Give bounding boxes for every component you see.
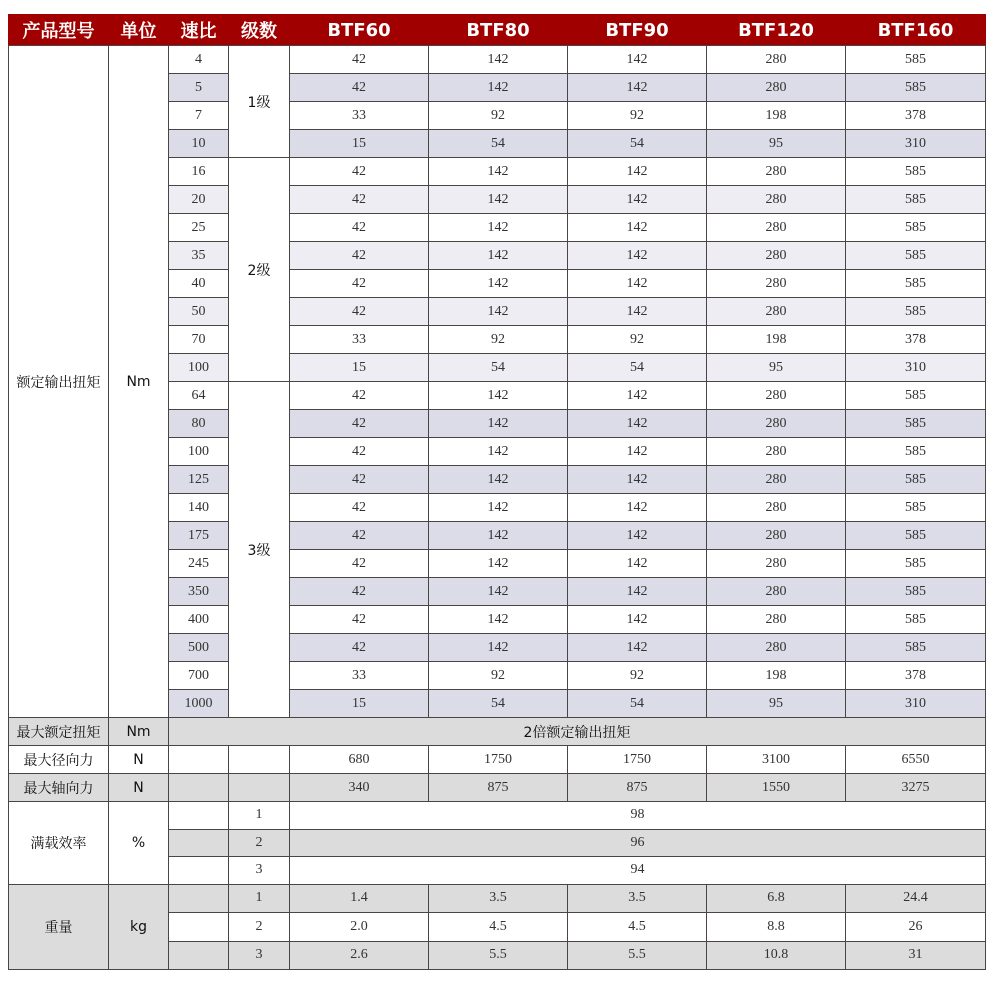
- torque-value: 15: [290, 690, 429, 718]
- torque-value: 42: [290, 242, 429, 270]
- torque-value: 142: [429, 158, 568, 186]
- torque-value: 142: [429, 242, 568, 270]
- torque-value: 92: [568, 102, 707, 130]
- torque-value: 310: [846, 690, 986, 718]
- empty-cell: [169, 857, 229, 885]
- ratio-cell: 25: [169, 214, 229, 242]
- torque-value: 280: [707, 606, 846, 634]
- torque-value: 42: [290, 46, 429, 74]
- weight-value: 2.6: [290, 941, 429, 970]
- torque-value: 142: [568, 578, 707, 606]
- torque-value: 280: [707, 438, 846, 466]
- ratio-cell: 50: [169, 298, 229, 326]
- row-label-max-torque: 最大额定扭矩: [9, 718, 109, 746]
- table-row: [9, 746, 986, 774]
- ratio-cell: 500: [169, 634, 229, 662]
- empty-cell: [169, 774, 229, 802]
- torque-value: 42: [290, 578, 429, 606]
- torque-value: 585: [846, 438, 986, 466]
- force-value: 6550: [846, 746, 986, 774]
- torque-value: 54: [568, 130, 707, 158]
- column-header: BTF120: [707, 15, 846, 46]
- torque-value: 585: [846, 270, 986, 298]
- force-value: 3275: [846, 774, 986, 802]
- ratio-cell: 64: [169, 382, 229, 410]
- torque-value: 280: [707, 410, 846, 438]
- torque-value: 585: [846, 214, 986, 242]
- torque-value: 33: [290, 662, 429, 690]
- column-header: 速比: [169, 15, 229, 46]
- torque-value: 15: [290, 354, 429, 382]
- torque-value: 142: [429, 214, 568, 242]
- torque-value: 142: [429, 382, 568, 410]
- ratio-cell: 10: [169, 130, 229, 158]
- force-value: 875: [568, 774, 707, 802]
- column-header: 级数: [229, 15, 290, 46]
- table-row: [9, 802, 986, 830]
- torque-value: 142: [568, 46, 707, 74]
- weight-value: 5.5: [568, 941, 707, 970]
- unit-cell: N: [109, 746, 169, 774]
- table-row: [9, 774, 986, 802]
- torque-value: 92: [568, 662, 707, 690]
- torque-value: 585: [846, 382, 986, 410]
- torque-value: 54: [429, 130, 568, 158]
- torque-value: 310: [846, 130, 986, 158]
- torque-value: 95: [707, 690, 846, 718]
- empty-cell: [169, 829, 229, 857]
- empty-cell: [169, 746, 229, 774]
- ratio-cell: 400: [169, 606, 229, 634]
- torque-value: 198: [707, 102, 846, 130]
- torque-value: 142: [429, 298, 568, 326]
- ratio-cell: 1000: [169, 690, 229, 718]
- empty-cell: [229, 774, 290, 802]
- torque-value: 42: [290, 298, 429, 326]
- torque-value: 280: [707, 494, 846, 522]
- ratio-cell: 5: [169, 74, 229, 102]
- torque-value: 585: [846, 606, 986, 634]
- spec-table: [8, 14, 986, 970]
- torque-value: 142: [429, 270, 568, 298]
- ratio-cell: 35: [169, 242, 229, 270]
- force-value: 1750: [429, 746, 568, 774]
- torque-value: 54: [568, 690, 707, 718]
- column-header: BTF80: [429, 15, 568, 46]
- torque-value: 42: [290, 550, 429, 578]
- ratio-cell: 100: [169, 354, 229, 382]
- table-row: [9, 884, 986, 913]
- torque-value: 33: [290, 326, 429, 354]
- torque-value: 42: [290, 466, 429, 494]
- weight-value: 5.5: [429, 941, 568, 970]
- torque-value: 280: [707, 214, 846, 242]
- torque-value: 142: [429, 74, 568, 102]
- torque-value: 142: [429, 522, 568, 550]
- torque-value: 142: [429, 186, 568, 214]
- torque-value: 42: [290, 186, 429, 214]
- stage-label: 3级: [229, 382, 290, 718]
- weight-value: 8.8: [707, 913, 846, 942]
- torque-value: 585: [846, 466, 986, 494]
- efficiency-value: 96: [290, 829, 986, 857]
- torque-value: 280: [707, 522, 846, 550]
- torque-value: 42: [290, 494, 429, 522]
- empty-cell: [169, 884, 229, 913]
- torque-value: 142: [568, 298, 707, 326]
- empty-cell: [169, 913, 229, 942]
- torque-value: 142: [429, 578, 568, 606]
- torque-value: 585: [846, 74, 986, 102]
- torque-value: 42: [290, 214, 429, 242]
- weight-value: 4.5: [429, 913, 568, 942]
- torque-value: 142: [568, 74, 707, 102]
- row-label-rated-torque: 额定输出扭矩: [9, 46, 109, 718]
- stage-cell: 2: [229, 913, 290, 942]
- torque-value: 280: [707, 382, 846, 410]
- ratio-cell: 175: [169, 522, 229, 550]
- stage-cell: 1: [229, 884, 290, 913]
- torque-value: 280: [707, 634, 846, 662]
- force-value: 340: [290, 774, 429, 802]
- torque-value: 142: [429, 494, 568, 522]
- torque-value: 42: [290, 606, 429, 634]
- torque-value: 142: [568, 242, 707, 270]
- torque-value: 142: [568, 634, 707, 662]
- weight-value: 6.8: [707, 884, 846, 913]
- weight-value: 24.4: [846, 884, 986, 913]
- torque-value: 42: [290, 522, 429, 550]
- torque-value: 280: [707, 158, 846, 186]
- torque-value: 378: [846, 662, 986, 690]
- ratio-cell: 80: [169, 410, 229, 438]
- ratio-cell: 40: [169, 270, 229, 298]
- table-row: [9, 718, 986, 746]
- torque-value: 280: [707, 74, 846, 102]
- torque-value: 585: [846, 298, 986, 326]
- stage-label: 1级: [229, 46, 290, 158]
- ratio-cell: 125: [169, 466, 229, 494]
- torque-value: 585: [846, 46, 986, 74]
- weight-value: 1.4: [290, 884, 429, 913]
- efficiency-value: 98: [290, 802, 986, 830]
- ratio-cell: 350: [169, 578, 229, 606]
- torque-value: 585: [846, 186, 986, 214]
- torque-value: 585: [846, 634, 986, 662]
- torque-value: 142: [568, 214, 707, 242]
- torque-value: 280: [707, 466, 846, 494]
- torque-value: 142: [429, 438, 568, 466]
- torque-value: 585: [846, 578, 986, 606]
- torque-value: 42: [290, 410, 429, 438]
- empty-cell: [169, 941, 229, 970]
- torque-value: 33: [290, 102, 429, 130]
- ratio-cell: 100: [169, 438, 229, 466]
- empty-cell: [169, 802, 229, 830]
- torque-value: 142: [429, 46, 568, 74]
- force-value: 875: [429, 774, 568, 802]
- torque-value: 142: [568, 158, 707, 186]
- stage-cell: 1: [229, 802, 290, 830]
- unit-cell: N: [109, 774, 169, 802]
- torque-value: 142: [568, 270, 707, 298]
- unit-cell: kg: [109, 884, 169, 970]
- unit-cell: Nm: [109, 718, 169, 746]
- stage-cell: 3: [229, 857, 290, 885]
- weight-value: 10.8: [707, 941, 846, 970]
- torque-value: 142: [568, 466, 707, 494]
- row-label-weight: 重量: [9, 884, 109, 970]
- row-label-max-axial: 最大轴向力: [9, 774, 109, 802]
- unit-cell: %: [109, 802, 169, 885]
- torque-value: 142: [429, 550, 568, 578]
- torque-value: 142: [429, 634, 568, 662]
- torque-value: 280: [707, 46, 846, 74]
- torque-value: 585: [846, 242, 986, 270]
- efficiency-value: 94: [290, 857, 986, 885]
- column-header: BTF60: [290, 15, 429, 46]
- row-label-max-radial: 最大径向力: [9, 746, 109, 774]
- table-body: [9, 46, 986, 970]
- column-header: BTF90: [568, 15, 707, 46]
- weight-value: 31: [846, 941, 986, 970]
- torque-value: 280: [707, 298, 846, 326]
- force-value: 1550: [707, 774, 846, 802]
- ratio-cell: 4: [169, 46, 229, 74]
- column-header: 产品型号: [9, 15, 109, 46]
- ratio-cell: 700: [169, 662, 229, 690]
- torque-value: 95: [707, 130, 846, 158]
- torque-value: 42: [290, 270, 429, 298]
- torque-value: 280: [707, 186, 846, 214]
- torque-value: 198: [707, 662, 846, 690]
- torque-value: 280: [707, 550, 846, 578]
- table-header: [9, 15, 986, 46]
- torque-value: 280: [707, 270, 846, 298]
- torque-value: 142: [568, 410, 707, 438]
- torque-value: 378: [846, 102, 986, 130]
- torque-value: 142: [429, 606, 568, 634]
- torque-value: 95: [707, 354, 846, 382]
- weight-value: 3.5: [568, 884, 707, 913]
- torque-value: 142: [429, 410, 568, 438]
- torque-value: 142: [429, 466, 568, 494]
- torque-value: 142: [568, 522, 707, 550]
- torque-value: 42: [290, 382, 429, 410]
- torque-value: 42: [290, 74, 429, 102]
- ratio-cell: 20: [169, 186, 229, 214]
- max-torque-value: 2倍额定输出扭矩: [169, 718, 986, 746]
- weight-value: 26: [846, 913, 986, 942]
- torque-value: 585: [846, 522, 986, 550]
- force-value: 680: [290, 746, 429, 774]
- weight-value: 4.5: [568, 913, 707, 942]
- ratio-cell: 245: [169, 550, 229, 578]
- torque-value: 54: [568, 354, 707, 382]
- torque-value: 585: [846, 410, 986, 438]
- torque-value: 42: [290, 158, 429, 186]
- ratio-cell: 16: [169, 158, 229, 186]
- torque-value: 42: [290, 634, 429, 662]
- torque-value: 280: [707, 242, 846, 270]
- row-label-efficiency: 满载效率: [9, 802, 109, 885]
- torque-value: 54: [429, 354, 568, 382]
- torque-value: 142: [568, 438, 707, 466]
- torque-value: 198: [707, 326, 846, 354]
- column-header: BTF160: [846, 15, 986, 46]
- torque-value: 142: [568, 606, 707, 634]
- stage-cell: 3: [229, 941, 290, 970]
- ratio-cell: 7: [169, 102, 229, 130]
- torque-value: 92: [429, 102, 568, 130]
- torque-value: 585: [846, 158, 986, 186]
- torque-value: 92: [429, 662, 568, 690]
- stage-cell: 2: [229, 829, 290, 857]
- force-value: 1750: [568, 746, 707, 774]
- empty-cell: [229, 746, 290, 774]
- torque-value: 54: [429, 690, 568, 718]
- torque-value: 42: [290, 438, 429, 466]
- column-header: 单位: [109, 15, 169, 46]
- stage-label: 2级: [229, 158, 290, 382]
- torque-value: 585: [846, 550, 986, 578]
- torque-value: 585: [846, 494, 986, 522]
- ratio-cell: 140: [169, 494, 229, 522]
- torque-value: 142: [568, 494, 707, 522]
- torque-value: 310: [846, 354, 986, 382]
- torque-value: 92: [568, 326, 707, 354]
- torque-value: 378: [846, 326, 986, 354]
- unit-cell: Nm: [109, 46, 169, 718]
- torque-value: 92: [429, 326, 568, 354]
- weight-value: 2.0: [290, 913, 429, 942]
- table-row: [9, 46, 986, 74]
- torque-value: 142: [568, 186, 707, 214]
- weight-value: 3.5: [429, 884, 568, 913]
- torque-value: 142: [568, 382, 707, 410]
- force-value: 3100: [707, 746, 846, 774]
- torque-value: 142: [568, 550, 707, 578]
- ratio-cell: 70: [169, 326, 229, 354]
- torque-value: 15: [290, 130, 429, 158]
- torque-value: 280: [707, 578, 846, 606]
